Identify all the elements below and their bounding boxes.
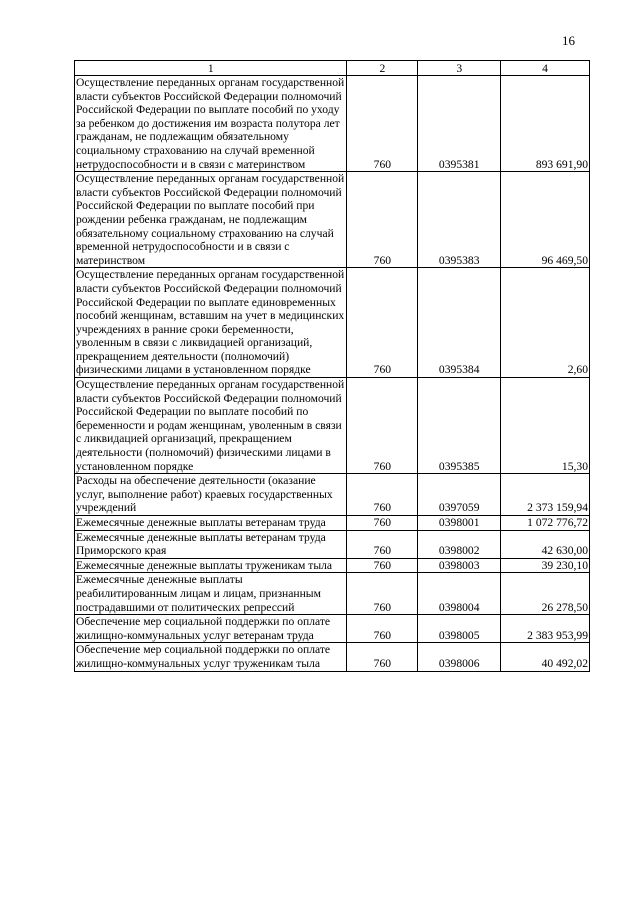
- table-row: [75, 474, 590, 516]
- amount: 1 072 776,72: [501, 516, 590, 531]
- table-row: [75, 643, 590, 671]
- amount: 893 691,90: [501, 76, 590, 172]
- column-header-4: 4: [501, 61, 590, 76]
- amount: 15,30: [501, 378, 590, 474]
- target-article-code: 0398004: [418, 573, 501, 615]
- target-article-code: 0398001: [418, 516, 501, 531]
- page-number: 16: [562, 33, 575, 48]
- expense-name: Осуществление переданных органам государственной власти субъектов Российской Федерации полномочий Российской Федерации по выплате единовременных пособий женщинам, вставшим на учет в медицинских учреждениях в ранние сроки беременности, уволенным в связи с ликвидацией организаций, прекращением деятельности (полномочий) физическими лицами в установленном порядке: [75, 268, 347, 378]
- table-row: [75, 268, 590, 378]
- target-article-code: 0395381: [418, 76, 501, 172]
- amount: 2 383 953,99: [501, 615, 590, 643]
- target-article-code: 0395383: [418, 172, 501, 268]
- expense-name: Осуществление переданных органам государственной власти субъектов Российской Федерации полномочий Российской Федерации по выплате пособий по уходу за ребенком до достижения им возраста полутора лет гражданам, не подлежащим обязательному социальному страхованию на случай временной нетрудоспособности и в связи с материнством: [75, 76, 347, 172]
- target-article-code: 0398006: [418, 643, 501, 671]
- target-article-code: 0398003: [418, 558, 501, 573]
- budget-table: [74, 60, 590, 672]
- expense-name: Обеспечение мер социальной поддержки по оплате жилищно-коммунальных услуг труженикам тыла: [75, 643, 347, 671]
- expense-name: Осуществление переданных органам государственной власти субъектов Российской Федерации полномочий Российской Федерации по выплате пособий при рождении ребенка гражданам, не подлежащим обязательному социальному страхованию на случай временной нетрудоспособности и в связи с материнством: [75, 172, 347, 268]
- department-code: 760: [347, 76, 418, 172]
- table-row: [75, 558, 590, 573]
- target-article-code: 0398002: [418, 530, 501, 558]
- expense-name: Осуществление переданных органам государственной власти субъектов Российской Федерации полномочий Российской Федерации по выплате пособий по беременности и родам женщинам, уволенным в связи с ликвидацией организаций, прекращением деятельности (полномочий) физическими лицами в установленном порядке: [75, 378, 347, 474]
- target-article-code: 0395385: [418, 378, 501, 474]
- amount: 2,60: [501, 268, 590, 378]
- department-code: 760: [347, 378, 418, 474]
- amount: 2 373 159,94: [501, 474, 590, 516]
- column-header-1: 1: [75, 61, 347, 76]
- department-code: 760: [347, 615, 418, 643]
- table-row: [75, 378, 590, 474]
- table-row: [75, 573, 590, 615]
- department-code: 760: [347, 268, 418, 378]
- amount: 96 469,50: [501, 172, 590, 268]
- amount: 42 630,00: [501, 530, 590, 558]
- expense-name: Обеспечение мер социальной поддержки по оплате жилищно-коммунальных услуг ветеранам труда: [75, 615, 347, 643]
- table-header-row: [75, 61, 590, 76]
- expense-name: Ежемесячные денежные выплаты ветеранам труда: [75, 516, 347, 531]
- amount: 40 492,02: [501, 643, 590, 671]
- amount: 39 230,10: [501, 558, 590, 573]
- department-code: 760: [347, 172, 418, 268]
- expense-name: Расходы на обеспечение деятельности (оказание услуг, выполнение работ) краевых государственных учреждений: [75, 474, 347, 516]
- column-header-3: 3: [418, 61, 501, 76]
- table-row: [75, 516, 590, 531]
- target-article-code: 0395384: [418, 268, 501, 378]
- table-row: [75, 530, 590, 558]
- table-row: [75, 76, 590, 172]
- table-row: [75, 615, 590, 643]
- amount: 26 278,50: [501, 573, 590, 615]
- target-article-code: 0397059: [418, 474, 501, 516]
- target-article-code: 0398005: [418, 615, 501, 643]
- expense-name: Ежемесячные денежные выплаты труженикам тыла: [75, 558, 347, 573]
- department-code: 760: [347, 474, 418, 516]
- department-code: 760: [347, 643, 418, 671]
- department-code: 760: [347, 530, 418, 558]
- department-code: 760: [347, 573, 418, 615]
- column-header-2: 2: [347, 61, 418, 76]
- table-row: [75, 172, 590, 268]
- expense-name: Ежемесячные денежные выплаты реабилитированным лицам и лицам, признанным пострадавшими от политических репрессий: [75, 573, 347, 615]
- department-code: 760: [347, 558, 418, 573]
- expense-name: Ежемесячные денежные выплаты ветеранам труда Приморского края: [75, 530, 347, 558]
- department-code: 760: [347, 516, 418, 531]
